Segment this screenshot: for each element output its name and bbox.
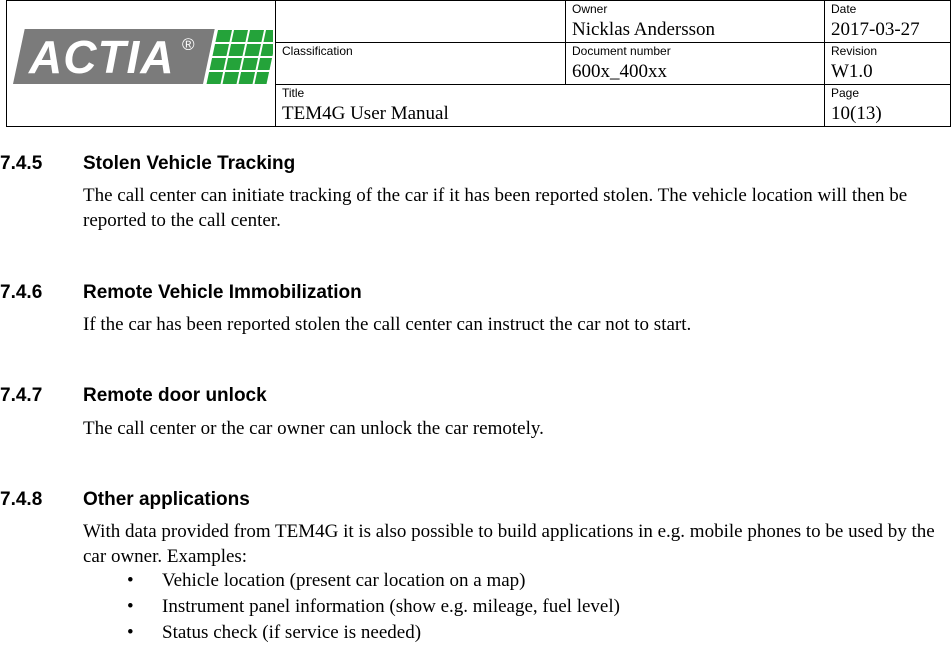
revision-label: Revision (831, 44, 878, 58)
examples-bullet-list (83, 568, 620, 646)
classification-label: Classification (282, 44, 353, 58)
owner-cell (566, 1, 825, 43)
list-item-text: Vehicle location (present car location on a map) (162, 570, 526, 591)
section-title: Remote door unlock (83, 385, 267, 406)
revision-value: W1.0 (831, 61, 873, 82)
section-title: Other applications (83, 489, 250, 510)
revision-cell (825, 43, 951, 85)
actia-grid-icon (205, 30, 273, 84)
bullet-icon: • (127, 570, 134, 591)
date-cell (825, 1, 951, 43)
section-number: 7.4.7 (0, 385, 43, 406)
section-title: Stolen Vehicle Tracking (83, 153, 296, 174)
list-item-text: Instrument panel information (show e.g. mileage, fuel level) (162, 596, 620, 617)
document-number-value: 600x_400xx (572, 61, 667, 82)
section-body-remote-vehicle-immobilization: If the car has been reported stolen the call center can instruct the car not to start. (83, 314, 692, 335)
page-cell (825, 85, 951, 127)
title-cell (276, 85, 825, 127)
empty-header-cell (276, 1, 566, 43)
registered-mark: ® (182, 35, 195, 54)
title-value: TEM4G User Manual (282, 103, 449, 124)
owner-value: Nicklas Andersson (572, 19, 716, 40)
document-header-table (6, 0, 951, 127)
section-body-stolen-vehicle-tracking: The call center can initiate tracking of the car if it has been reported stolen. The vehicle location will then be reported to the call center. (83, 185, 908, 231)
title-label: Title (282, 86, 305, 100)
bullet-icon: • (127, 596, 134, 617)
logo-cell (7, 1, 276, 127)
logo-text: ACTIA (29, 31, 175, 83)
section-body-remote-door-unlock: The call center or the car owner can unlock the car remotely. (83, 418, 544, 439)
section-number: 7.4.5 (0, 153, 43, 174)
section-title: Remote Vehicle Immobilization (83, 282, 362, 303)
section-number: 7.4.6 (0, 282, 43, 303)
bullet-icon: • (127, 622, 134, 643)
section-body-other-applications: With data provided from TEM4G it is also possible to build applications in e.g. mobile phones to be used by the car owner. Examples: (83, 521, 935, 567)
document-number-cell (566, 43, 825, 85)
list-item (83, 620, 620, 646)
list-item-text: Status check (if service is needed) (162, 622, 422, 643)
document-number-label: Document number (572, 44, 671, 58)
date-label: Date (831, 2, 857, 16)
section-number: 7.4.8 (0, 489, 43, 510)
owner-label: Owner (572, 2, 608, 16)
list-item (83, 594, 620, 620)
classification-cell (276, 43, 566, 85)
actia-logo (13, 29, 269, 84)
page-value: 10(13) (831, 103, 882, 124)
page-label: Page (831, 86, 860, 100)
date-value: 2017-03-27 (831, 19, 920, 40)
list-item (83, 568, 620, 594)
